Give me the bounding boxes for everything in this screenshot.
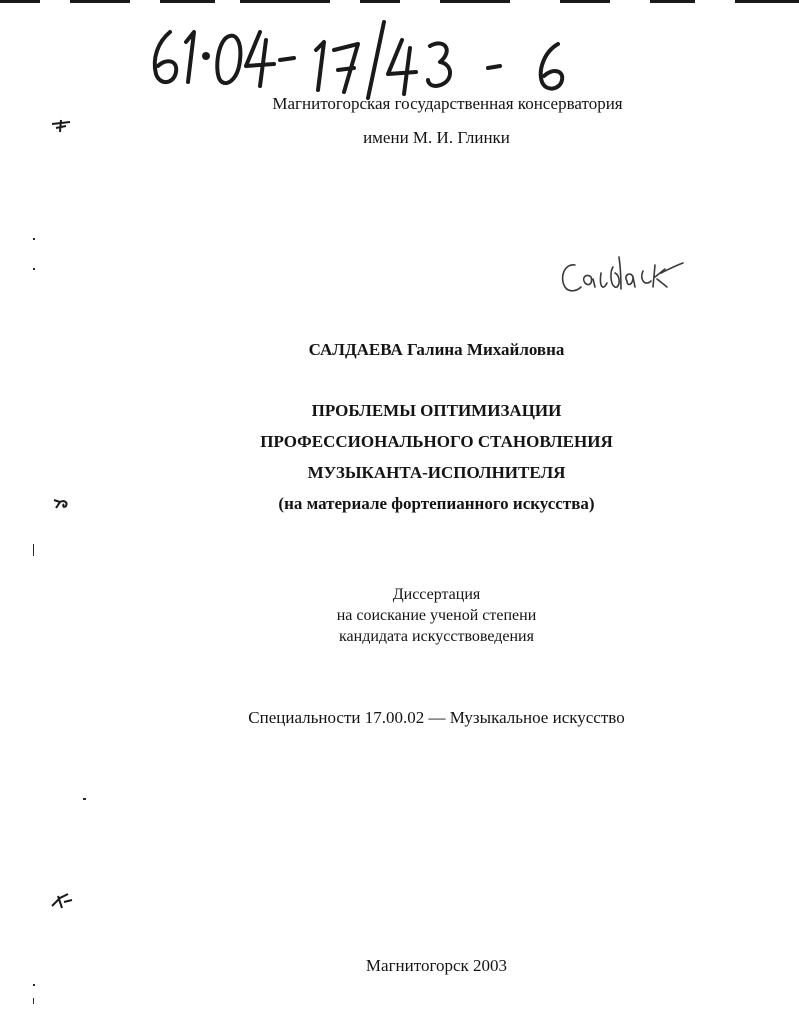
scan-speck [33,268,35,270]
scan-speck [83,798,86,800]
title-line-1: ПРОБЛЕМЫ ОПТИМИЗАЦИИ [311,401,562,420]
institution-name: Магнитогорская государственная консерватория [272,94,623,113]
scan-edge-mark [70,0,130,3]
scan-speck [33,544,34,556]
signature [555,243,685,298]
specialty: Специальности 17.00.02 — Музыкальное искусство [248,708,625,727]
scan-speck [33,984,35,986]
dissertation-purpose: на соискание ученой степени [336,607,537,624]
binding-mark-icon [50,892,74,910]
scan-edge-mark [735,0,799,3]
binding-mark-icon [50,118,72,134]
scan-edge-mark [360,0,400,3]
title-subtitle: (на материале фортепианного искусства) [278,494,595,513]
scan-speck [33,998,34,1004]
title-line-2: ПРОФЕССИОНАЛЬНОГО СТАНОВЛЕНИЯ [260,432,613,451]
title-line-3: МУЗЫКАНТА-ИСПОЛНИТЕЛЯ [307,463,566,482]
scan-edge-mark [0,0,40,3]
scan-edge-mark [160,0,215,3]
dissertation-type: Диссертация [392,586,481,603]
scan-edge-mark [650,0,695,3]
dissertation-degree: кандидата искусствоведения [339,628,534,645]
institution-honorific: имени М. И. Глинки [363,128,510,147]
scan-edge-mark [240,0,330,3]
handwritten-code [148,20,588,100]
city-year: Магнитогорск 2003 [365,956,508,975]
scan-edge-mark [440,0,510,3]
scan-edge-mark [560,0,610,3]
author-name: САЛДАЕВА Галина Михайловна [308,340,565,359]
binding-mark-icon [52,496,72,510]
scan-speck [33,238,35,240]
